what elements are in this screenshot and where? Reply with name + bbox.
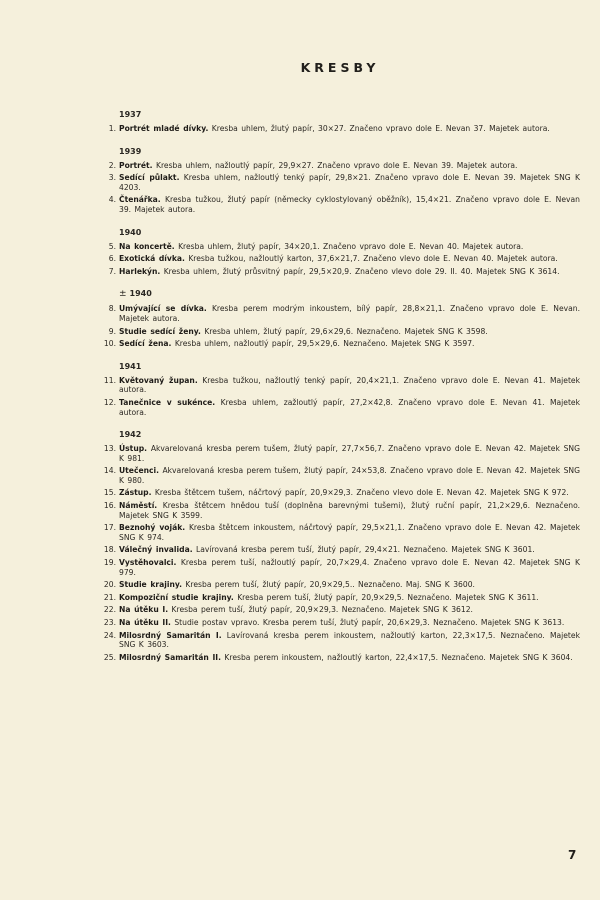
page-title: KRESBY (300, 60, 380, 75)
catalog-entry (100, 339, 580, 349)
entry-number: 2. (108, 160, 116, 170)
catalog-content (100, 110, 580, 675)
entry-title: Studie sedící ženy. (119, 326, 201, 336)
entry-description: Kresba uhlem, žlutý průsvitný papír, 29,5×20,9. Značeno vlevo dole 29. II. 40. Majetek SNG K 3614. (160, 266, 560, 276)
entry-number: 11. (103, 375, 116, 385)
entry-number: 5. (108, 241, 116, 251)
entry-number: 21. (103, 592, 116, 602)
catalog-entry (100, 488, 580, 498)
entry-title: Čtenářka. (119, 195, 161, 205)
year-section (100, 430, 580, 662)
entry-description: Kresba uhlem, žlutý papír, 30×27. Značeno vpravo dole E. Nevan 37. Majetek autora. (208, 124, 550, 133)
catalog-entry (100, 605, 580, 615)
entry-number: 6. (108, 254, 116, 264)
entry-title: Portrét mladé dívky. (119, 124, 209, 133)
entry-number: 14. (103, 466, 116, 476)
entry-number: 10. (103, 339, 116, 349)
entry-description: Kresba tužkou, nažloutlý karton, 37,6×21,7. Značeno vlevo dole E. Nevan 40. Majetek autora. (184, 254, 558, 264)
entry-description: Studie postav vpravo. Kresba perem tuší, žlutý papír, 20,6×29,3. Neznačeno. Majetek SNG K 3613. (170, 618, 565, 627)
year-value: 1940 (129, 289, 152, 299)
entry-description: Kresba perem modrým inkoustem, bílý papír, 28,8×21,1. Značeno vpravo dole E. Nevan. Majetek autora. (119, 304, 581, 323)
catalog-entry (100, 545, 580, 555)
page-number: 7 (568, 848, 577, 862)
entry-title: Portrét. (119, 160, 153, 170)
entry-number: 12. (103, 397, 116, 407)
catalog-entry (100, 631, 580, 650)
year-section (100, 289, 580, 348)
catalog-entry (100, 593, 580, 603)
entry-title: Na útěku II. (119, 618, 171, 627)
catalog-entry (100, 376, 580, 395)
entry-description: Kresba perem tuší, žlutý papír, 20,9×29,5.. Neznačeno. Maj. SNG K 3600. (182, 580, 475, 590)
entry-description: Akvarelovaná kresba perem tušem, žlutý papír, 24×53,8. Značeno vpravo dole E. Nevan 42. Majetek SNG K 980. (119, 466, 580, 485)
entry-description: Kresba uhlem, nažloutlý tenký papír, 29,8×21. Značeno vpravo dole E. Nevan 39. Majetek SNG K 4203. (119, 173, 580, 192)
entry-title: Milosrdný Samaritán II. (119, 652, 221, 662)
entry-title: Tanečnice v sukénce. (119, 397, 216, 407)
year-section (100, 228, 580, 277)
entry-description: Lavírovaná kresba perem inkoustem, nažloutlý karton, 22,3×17,5. Neznačeno. Majetek SNG K 3603. (119, 630, 580, 650)
entry-description: Kresba štětcem hnědou tuší (doplněna barevnými tušemi), žlutý ruční papír, 21,2×29,6. Neznačeno. Majetek SNG K 3599. (119, 501, 580, 520)
entry-title: Umývající se dívka. (119, 304, 207, 314)
catalog-entry (100, 653, 580, 663)
year-section (100, 362, 580, 417)
catalog-entry (100, 173, 580, 192)
catalog-entry (100, 398, 580, 417)
entry-number: 23. (103, 618, 116, 627)
catalog-entry (100, 242, 580, 252)
entry-number: 3. (108, 173, 116, 183)
entry-title: Na útěku I. (119, 605, 169, 615)
entry-description: Kresba perem tuší, žlutý papír, 20,9×29,5. Neznačeno. Majetek SNG K 3611. (233, 592, 539, 602)
catalog-entry (100, 444, 580, 463)
entry-title: Květovaný župan. (119, 375, 198, 385)
entry-description: Kresba perem tuší, nažloutlý papír, 20,7×29,4. Značeno vpravo dole E. Nevan 42. Majetek SNG K 979. (119, 558, 580, 577)
entry-description: Kresba uhlem, zažloutlý papír, 27,2×42,8. Značeno vpravo dole E. Nevan 41. Majetek autora. (119, 397, 580, 417)
catalog-entry (100, 195, 580, 214)
catalog-entry (100, 580, 580, 590)
entry-number: 13. (103, 444, 116, 454)
year-heading: 1941 (119, 361, 142, 371)
entry-title: Beznohý voják. (119, 523, 186, 533)
entry-number: 8. (108, 304, 116, 314)
entry-number: 18. (103, 545, 116, 555)
entry-title: Na koncertě. (119, 241, 175, 251)
entry-number: 17. (103, 523, 116, 533)
entry-number: 25. (103, 652, 116, 662)
entry-description: Kresba štětcem inkoustem, náčrtový papír, 29,5×21,1. Značeno vpravo dole E. Nevan 42. Majetek SNG K 974. (119, 523, 580, 542)
entry-number: 9. (108, 326, 116, 336)
entry-title: Sedící žena. (119, 339, 172, 349)
year-heading: 1942 (119, 430, 142, 440)
year-section (100, 147, 580, 215)
entry-number: 19. (103, 558, 116, 568)
entry-title: Exotická dívka. (119, 254, 185, 264)
year-heading (119, 289, 580, 299)
catalog-entry (100, 466, 580, 485)
entry-description: Kresba tužkou, žlutý papír (německy cyklostylovaný oběžník), 15,4×21. Značeno vpravo dole E. Nevan 39. Majetek autora. (119, 195, 580, 214)
entry-title: Sedící půlakt. (119, 173, 180, 183)
catalog-entry (100, 327, 580, 337)
entry-title: Harlekýn. (119, 266, 161, 276)
entry-title: Milosrdný Samaritán I. (119, 630, 222, 640)
entry-description: Kresba uhlem, žlutý papír, 34×20,1. Značeno vpravo dole E. Nevan 40. Majetek autora. (174, 241, 524, 251)
catalog-entry (100, 501, 580, 520)
entry-description: Kresba uhlem, nažloutlý papír, 29,5×29,6. Neznačeno. Majetek SNG K 3597. (171, 339, 475, 349)
catalog-entry (100, 254, 580, 264)
entry-number: 22. (103, 605, 116, 615)
entry-number: 15. (103, 488, 116, 498)
entry-description: Kresba uhlem, žlutý papír, 29,6×29,6. Neznačeno. Majetek SNG K 3598. (200, 326, 488, 336)
catalog-entry (100, 618, 580, 628)
entry-title: Válečný invalida. (119, 545, 193, 555)
entry-title: Studie krajiny. (119, 580, 183, 590)
entry-title: Náměstí. (119, 501, 158, 511)
catalog-entry (100, 558, 580, 577)
entry-title: Ústup. (119, 444, 148, 454)
entry-description: Kresba perem inkoustem, nažloutlý karton, 22,4×17,5. Neznačeno. Majetek SNG K 3604. (221, 652, 573, 662)
approximate-date-sign: ± (119, 289, 127, 300)
entry-title: Utečenci. (119, 466, 159, 476)
entry-number: 16. (103, 501, 116, 511)
entry-description: Kresba perem tuší, žlutý papír, 20,9×29,3. Neznačeno. Majetek SNG K 3612. (168, 605, 473, 615)
entry-description: Kresba tužkou, nažloutlý tenký papír, 20,4×21,1. Značeno vpravo dole E. Nevan 41. Majetek autora. (119, 375, 580, 395)
entry-title: Vystěhovalci. (119, 558, 177, 568)
year-heading: 1939 (119, 146, 142, 156)
year-heading: 1940 (119, 227, 142, 237)
year-section (100, 110, 580, 134)
entry-title: Kompoziční studie krajiny. (119, 592, 234, 602)
entry-number: 7. (108, 266, 116, 276)
catalog-entry (100, 523, 580, 542)
catalog-entry (100, 267, 580, 277)
entry-title: Zástup. (119, 488, 152, 498)
entry-description: Akvarelovaná kresba perem tušem, žlutý papír, 27,7×56,7. Značeno vpravo dole E. Nevan 42. Majetek SNG K 981. (119, 444, 580, 463)
entry-description: Kresba štětcem tušem, náčrtový papír, 20,9×29,3. Značeno vlevo dole E. Nevan 42. Majetek SNG K 972. (151, 488, 569, 498)
entry-number: 1. (108, 124, 116, 133)
year-heading: 1937 (119, 110, 142, 119)
catalog-entry (100, 304, 580, 323)
entry-description: Lavírovaná kresba perem tuší, žlutý papír, 29,4×21. Neznačeno. Majetek SNG K 3601. (192, 545, 535, 555)
entry-number: 20. (103, 580, 116, 590)
catalog-entry (100, 161, 580, 171)
entry-number: 24. (103, 630, 116, 640)
catalog-entry (100, 124, 580, 134)
entry-description: Kresba uhlem, nažloutlý papír, 29,9×27. Značeno vpravo dole E. Nevan 39. Majetek autora. (152, 160, 518, 170)
entry-number: 4. (108, 195, 116, 205)
